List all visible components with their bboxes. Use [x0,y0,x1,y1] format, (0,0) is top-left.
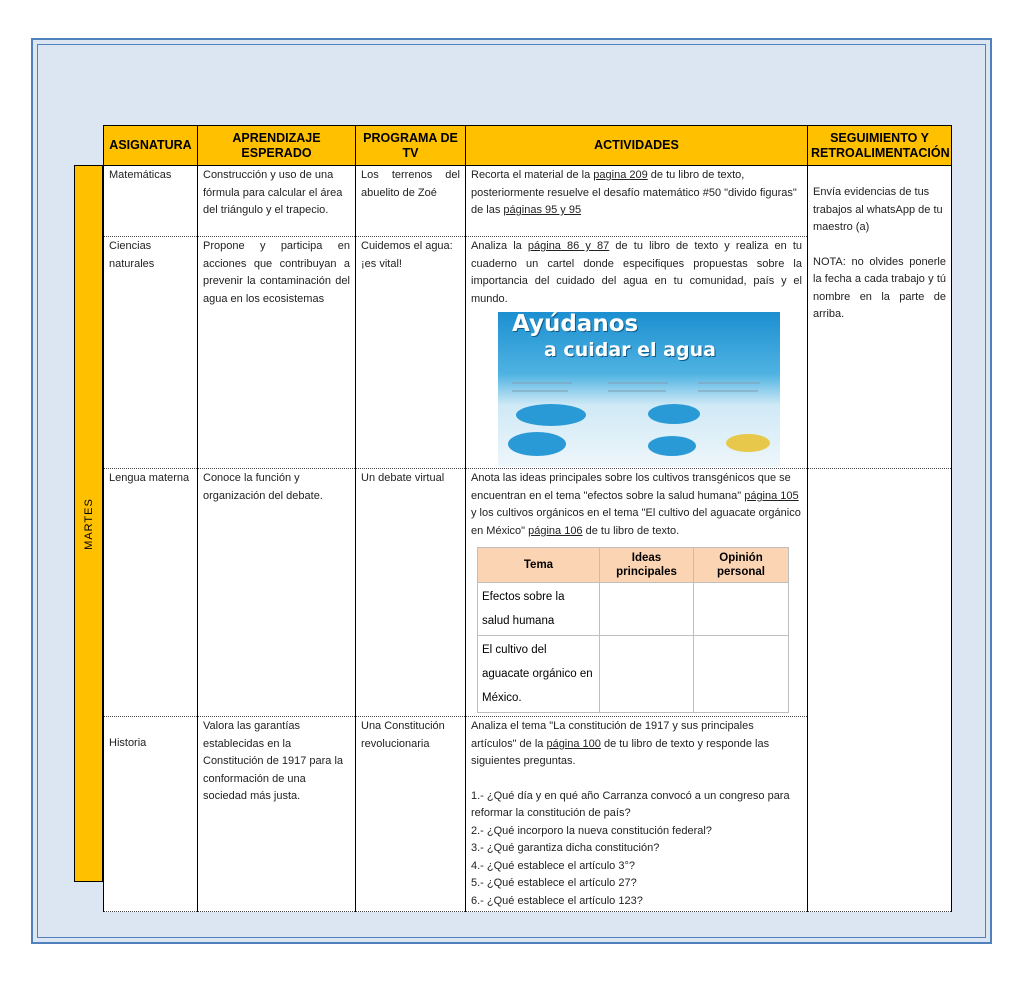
table-row [104,166,952,237]
programa-cell: Cuidemos el agua: ¡es vital! [356,237,466,469]
question-item: 1.- ¿Qué día y en qué año Carranza convocó a un congreso para reformar la constitución de país? [471,789,790,819]
page-reference: página 86 y 87 [527,240,610,252]
seguimiento-text: Envía evidencias de tus trabajos al whatsApp de tu maestro (a) [813,186,943,233]
actividades-cell: Analiza el tema "La constitución de 1917 y sus principales artículos" de la página 100 de tu libro de texto y responde las siguientes preguntas. 1.- ¿Qué día y en qué año Carranza convocó a un congreso para reformar la constitución de país? 2.- ¿Qué incorporo la nueva constitución federal? 3.- ¿Qué garantiza dicha constitución? 4.- ¿Qué establece el artículo 3°? 5.- ¿Qué establece el artículo 27? 6.- ¿Qué establece el artículo 123? [466,717,808,912]
header-seguimiento: SEGUIMIENTO Y RETROALIMENTACIÓN [808,126,952,166]
day-label: MARTES [82,497,95,550]
question-item: 3.- ¿Qué garantiza dicha constitución? [471,842,660,854]
ideas-table-header: Tema [478,548,600,583]
question-item: 2.- ¿Qué incorporo la nueva constitución federal? [471,824,712,837]
aprendizaje-cell: Valora las garantías establecidas en la Constitución de 1917 para la conformación de una sociedad más justa. [198,717,356,912]
lesson-plan-table [103,125,952,912]
programa-cell: Un debate virtual [356,469,466,717]
header-aprendizaje: APRENDIZAJE ESPERADO [198,126,356,166]
asignatura-cell: Ciencias naturales [104,237,198,469]
ideas-table-header: Opinión personal [694,548,789,583]
actividades-cell: Recorta el material de la pagina 209 de tu libro de texto, posteriormente resuelve el desafío matemático #50 "divido figuras" de las páginas 95 y 95 [466,166,808,237]
header-asignatura: ASIGNATURA [104,126,198,166]
ideas-table-cell [600,636,694,713]
question-item: 4.- ¿Qué establece el artículo 3°? [471,859,635,872]
page-reference: páginas 95 y 95 [503,204,582,216]
header-programa: PROGRAMA DE TV [356,126,466,166]
programa-cell: Los terrenos del abuelito de Zoé [356,166,466,237]
seguimiento-empty-cell [808,469,952,912]
page-reference: página 106 [528,524,583,537]
programa-cell: Una Constitución revolucionaria [356,717,466,912]
actividades-cell: Anota las ideas principales sobre los cultivos transgénicos que se encuentran en el tema "efectos sobre la salud humana" página 105 y los cultivos orgánicos en el tema "El cultivo del aguacate orgánico en México" página 106 de tu libro de texto. Tema Ideas principales Opinión personal Efectos sobre la salud humana El cultivo del aguacate orgánico en México. [466,469,808,717]
poster-title: Ayúdanos [512,312,639,337]
asignatura-cell: Matemáticas [104,166,198,237]
water-poster-image [498,312,780,467]
day-column [74,165,103,882]
ideas-table-cell [694,583,789,636]
aprendizaje-cell: Construcción y uso de una fórmula para calcular el área del triángulo y el trapecio. [198,166,356,237]
header-actividades: ACTIVIDADES [466,126,808,166]
header-row [104,126,952,166]
seguimiento-note: NOTA: no olvides ponerle la fecha a cada trabajo y tú nombre en la parte de arriba. [813,255,946,320]
page-reference: página 100 [546,737,601,750]
asignatura-cell: Historia [104,717,198,912]
aprendizaje-cell: Propone y participa en acciones que contribuyan a prevenir la contaminación del agua en los ecosistemas [198,237,356,469]
poster-subtitle: a cuidar el agua [544,339,716,361]
question-item: 6.- ¿Qué establece el artículo 123? [471,894,643,907]
table-row [104,469,952,717]
page-reference: página 105 [744,489,799,502]
actividades-cell: Analiza la página 86 y 87 de tu libro de texto y realiza en tu cuaderno un cartel donde especifiques propuestas sobre la importancia del cuidado del agua en tu comunidad, país y el mundo. Ayúdanos a cuidar el agua [466,237,808,469]
ideas-table-header: Ideas principales [600,548,694,583]
page-reference: pagina 209 [593,169,648,181]
ideas-table-cell: El cultivo del aguacate orgánico en México. [478,636,600,713]
ideas-table-cell [600,583,694,636]
seguimiento-cell [808,166,952,469]
question-item: 5.- ¿Qué establece el artículo 27? [471,877,637,889]
aprendizaje-cell: Conoce la función y organización del debate. [198,469,356,717]
asignatura-cell: Lengua materna [104,469,198,717]
ideas-table [477,547,789,713]
ideas-table-cell: Efectos sobre la salud humana [478,583,600,636]
ideas-table-cell [694,636,789,713]
